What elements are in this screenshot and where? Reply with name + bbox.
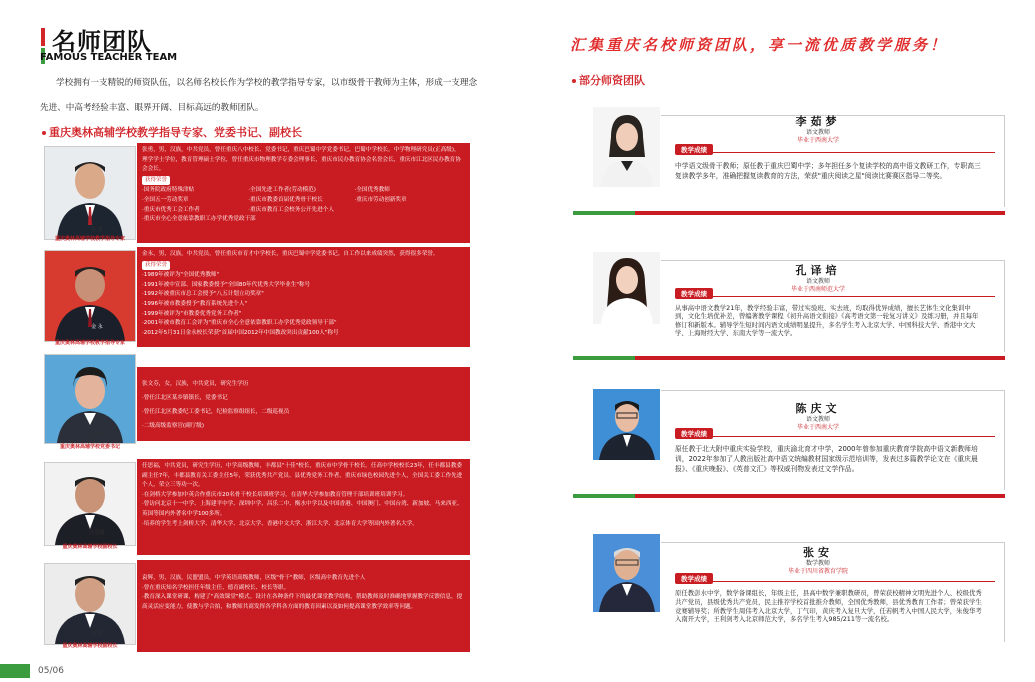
page-subtitle-en: FAMOUS TEACHER TEAM	[40, 52, 178, 63]
expert-name: 袁 辉	[91, 631, 103, 637]
teacher-card	[573, 252, 1005, 364]
page-title: 名师团队	[52, 28, 152, 56]
teacher-school: 毕业于西南师范大学	[790, 286, 845, 293]
bullet-dot-icon	[42, 131, 46, 135]
expert-card	[42, 351, 470, 455]
expert-caption: 重庆奥林高辅学校教学指导专家	[54, 236, 125, 242]
bottom-rule-red	[635, 211, 1005, 215]
expert-caption: 重庆奥林高辅学校党委书记	[59, 444, 120, 450]
bottom-rule-red	[635, 494, 1005, 498]
expert-name: 金 永	[91, 324, 103, 330]
bottom-rule-green	[573, 494, 635, 498]
expert-card	[42, 143, 470, 243]
teacher-photo	[593, 107, 660, 187]
divider	[675, 581, 995, 582]
teacher-school: 毕业于西南大学	[796, 137, 839, 144]
expert-description: 金永，男，汉族，中共党员，曾任重庆市育才中学校长，重庆巴蜀中学党委书记。自工作以来成绩突然，获得很多荣誉。 获得荣誉 ·1989年被评为"全国优秀教师" ·1991年被中宣部、国家教委授予"全国80年代优秀大学毕业生"称号 ·1992年被重庆市总工会授予"八五计划立功奖章" ·1996年被市教委授予"教育系统先进个人" ·1999年被评为"市教委优秀党务工作者" ·2001年被市教育工会评为"重庆市全心全意依靠教职工办学优秀党政领导干部" ·2012年5月31日金永校长荣获"首届中国2012年中国教改突出贡献100人"称号	[142, 251, 439, 336]
teacher-role: 数学教师	[805, 560, 830, 567]
bottom-rule-green	[573, 356, 635, 360]
teacher-photo	[593, 389, 660, 460]
teacher-photo	[593, 252, 660, 324]
achievement-badge: 教学成绩	[675, 428, 713, 439]
expert-card	[42, 459, 470, 555]
divider	[675, 296, 995, 297]
page-number-block	[0, 664, 30, 678]
bottom-rule-green	[573, 211, 635, 215]
expert-name: 张 勇	[91, 227, 103, 233]
expert-card	[42, 247, 470, 347]
section-title-teachers: 部分师资团队	[572, 72, 645, 88]
bottom-rule-red	[635, 356, 1005, 360]
expert-description: 张勇，男，汉族，中共党员，曾任重庆八中校长、党委书记，重庆巴蜀中学党委书记，巴蜀中学校长。中学物理研究员(正高级)，理学学士学位，教育管理硕士学位，曾任重庆市物理教学专委会理事长，重庆市民办教育协会名誉会长，重庆市江北区民办教育协会会长。 获得荣誉 ·国务院政府特殊津贴 ·全国先进工作者(劳动模范) ·全国优秀教师 ·全国五一劳动奖章 ·重庆市教委首届优秀骨干校长 ·重庆市劳动创新奖章 ·重庆市优秀工会工作者 ·重庆市教育工会校务公开先进个人 ·重庆市全心全意依靠教职工办学优秀党政干部	[142, 146, 464, 225]
honors-tag: 获得荣誉	[142, 261, 170, 271]
teacher-role: 语文教师	[805, 278, 830, 285]
teacher-bio: 从事高中语文教学21年，教学经验丰富，带过实验班、实去班，均取得优异成绩，擅长艺体生文化集训中到，文化生培优补差，曾编著教学课程《初升高语文衔接》《高考语文第一轮复习讲义》及练习册，并且每年修订和新版本。辅导学生短时间内语文成绩明显提升，多名学生考入北京大学、中国科技大学、香港中文大学、上海财经大学、东南大学等一流大学。	[675, 304, 979, 338]
expert-description: 袁辉，男，汉族，民盟盟员，中学英语高级教师，区级"骨干"教师，区级高中教育先进个人 ·曾在重庆知名学校担任年级主任、德育副校长、校长等职。 ·教育深入课堂研课，构建了"高效课堂"模式。设计在各种条件下的最优课堂教学结构，帮助教师及时准确地掌握教学反馈信息，提高灵活应变能力，使教与学合拍，和教师共商发挥各学科各方面的教育因素以及如何提高课堂教学效率等问题。	[142, 575, 463, 610]
slogan: 汇集重庆名校师资团队，享一流优质教学服务！	[570, 36, 949, 54]
teacher-bio: 原任教于北大附中重庆实验学校，重庆渝北育才中学，2000年曾参加重庆教育学院高中语文新教师培训，2022年参加了人教出版社高中语文统编教材国家级示范培训等，发表过多篇教学论文在《重庆晨报》、《重庆晚报》、《英普文汇》等权威刊物发表过文学作品。	[675, 445, 978, 473]
page-number: 05/06	[38, 666, 64, 676]
teacher-name: 张安	[803, 546, 833, 559]
achievement-badge: 教学成绩	[675, 144, 713, 155]
teacher-card	[573, 107, 1005, 219]
section-title-experts: 重庆奥林高辅学校教学指导专家、党委书记、副校长	[42, 124, 302, 140]
expert-description: 张文芬，女，汉族，中共党员，研究生学历 ·曾任江北区某乡镇镇长，党委书记 ·曾任江北区教委纪工委书记，纪检监察组组长，二级巡视员 ·二级高级监察官(副厅级)	[142, 381, 290, 429]
teacher-photo	[593, 534, 660, 612]
teacher-bio: 中学语文级骨干教师；原任教于重庆巴蜀中学；多年担任多个复读学校的高中语文教研工作，专职高三复读教学多年，准确把握复读教育的方法，荣获"重庆阅读之星"阅读比赛赛区指导二等奖。	[675, 162, 981, 180]
expert-caption: 重庆奥林高辅学校副校长	[62, 643, 118, 649]
honors-list: ·国务院政府特殊津贴 ·全国先进工作者(劳动模范) ·全国优秀教师 ·全国五一劳动奖章 ·重庆市教委首届优秀骨干校长 ·重庆市劳动创新奖章 ·重庆市优秀工会工作者 ·重庆市教育工会校务公开先进个人 ·重庆市全心全意依靠教职工办学优秀党政干部	[142, 187, 407, 223]
expert-card	[42, 560, 470, 652]
divider	[675, 152, 995, 153]
teacher-name: 李茹梦	[795, 115, 841, 128]
teacher-school: 毕业于西南大学	[796, 424, 839, 431]
achievement-badge: 教学成绩	[675, 573, 713, 584]
expert-name: 张文芬	[89, 432, 105, 438]
teacher-name: 孔译培	[795, 264, 841, 277]
teacher-role: 语文教师	[805, 129, 830, 136]
achievement-badge: 教学成绩	[675, 288, 713, 299]
bullet-dot-icon	[572, 79, 576, 83]
title-accent-red	[41, 28, 45, 46]
teacher-bio: 原任教彭水中学，数学备课组长，年级主任，县高中数学兼职教研员，曾荣获校精神文明先进个人、校级优秀共产党员，县级优秀共产党员，民主推荐学校首批推介教师，全国优秀教师，县优秀教育工作者；曾荣获学生竞赛辅导奖；所教学生周伟考入北京大学，丁气印，黄庆考入复旦大学，任若帆考入中国人民大学，朱俊华考入南开大学，王利剑考入北京师范大学，多名学生考入985/211等一流名校。	[675, 589, 982, 624]
expert-caption: 重庆奥林高辅学校教学指导专家	[54, 340, 125, 346]
expert-name: 任思福	[89, 530, 105, 536]
teacher-role: 语文教师	[805, 416, 830, 423]
divider	[675, 436, 995, 437]
teacher-card	[573, 382, 1005, 502]
honors-tag: 获得荣誉	[142, 176, 170, 186]
teacher-name: 陈庆文	[795, 402, 841, 415]
teacher-school: 毕业于四川省教育学院	[787, 568, 848, 575]
expert-caption: 重庆奥林高辅学校副校长	[62, 544, 118, 550]
expert-description: 任思福，中共党员，研究生学历，中学高级教师，丰都县"十佳"校长，重庆市中学骨干校长。任高中学校校长23年，任丰都县教委副主任7年，丰都县教育关工委主任5年，荣获优秀共产党员、县优秀党务工作者，重庆市绿色校园先进个人，全国关工委工作先进个人，荣立三等功一次。 ·在剑桥大学参加中英合作重庆市20名骨干校长培训班学习，在清华大学参加教育管理干部培训班培训学习。 ·曾访问北京十一中学、上海建平中学、深圳中学、昌乐二中、衡水中学以及中国香港、中国澳门、中国台湾、新加坡、马来西亚、英国等国内外著名中学100多所。 ·培养的学生考上剑桥大学、清华大学、北京大学、香港中文大学、浙江大学、北京体育大学等国内外著名大学。	[142, 463, 463, 527]
intro-paragraph: 学校拥有一支精锐的师资队伍，以名师名校长作为学校的教学指导专家，以市级骨干教师为主体，形成一支理念先进、中高考经验丰富、眼界开阔、目标高远的教师团队。	[40, 78, 478, 113]
teacher-card	[573, 534, 1005, 654]
